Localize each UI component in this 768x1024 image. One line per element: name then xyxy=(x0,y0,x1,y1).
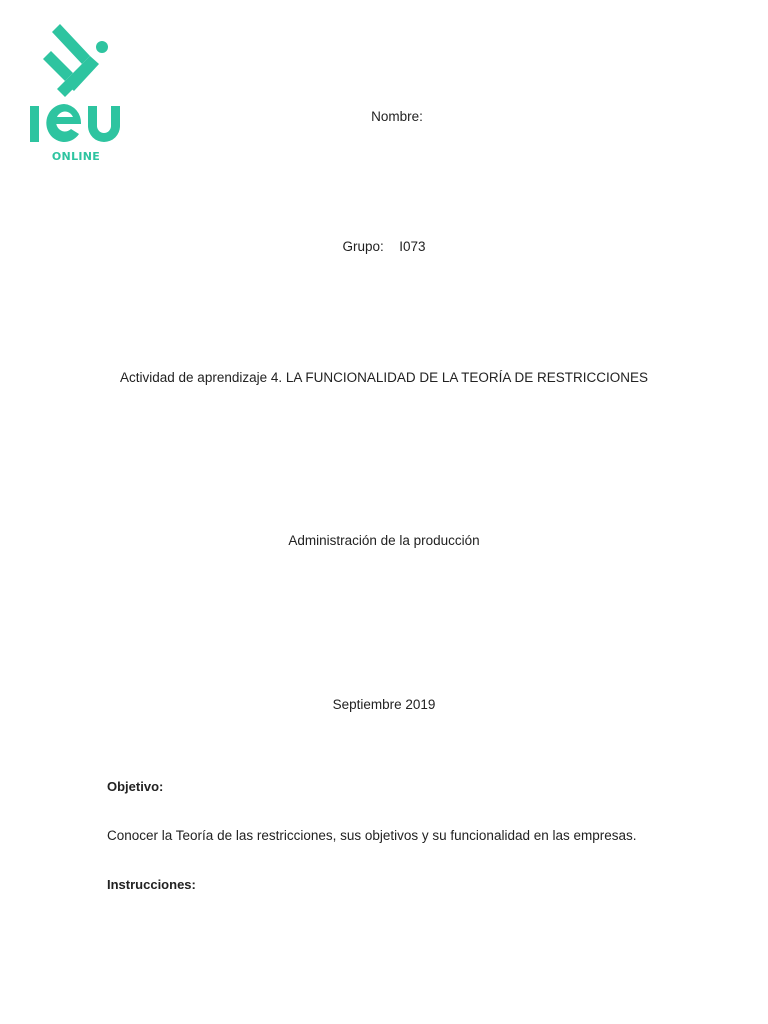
ieu-logo-icon xyxy=(26,24,126,154)
name-label: Nombre: xyxy=(371,109,423,124)
name-line xyxy=(0,109,768,125)
document-date: Septiembre 2019 xyxy=(332,697,436,712)
activity-title: Actividad de aprendizaje 4. LA FUNCIONALIDAD DE LA TEORÍA DE RESTRICCIONES xyxy=(120,370,648,385)
group-label: Grupo: xyxy=(342,239,384,254)
group-line xyxy=(0,239,768,255)
group-value: I073 xyxy=(399,239,426,254)
objective-heading: Objetivo: xyxy=(107,779,164,794)
ieu-logo xyxy=(26,24,126,168)
objective-text: Conocer la Teoría de las restricciones, sus objetivos y su funcionalidad en las empresas. xyxy=(107,828,637,843)
course-name: Administración de la producción xyxy=(288,533,480,548)
logo-subtitle: ONLINE xyxy=(51,150,101,163)
instructions-heading: Instrucciones: xyxy=(107,877,196,892)
